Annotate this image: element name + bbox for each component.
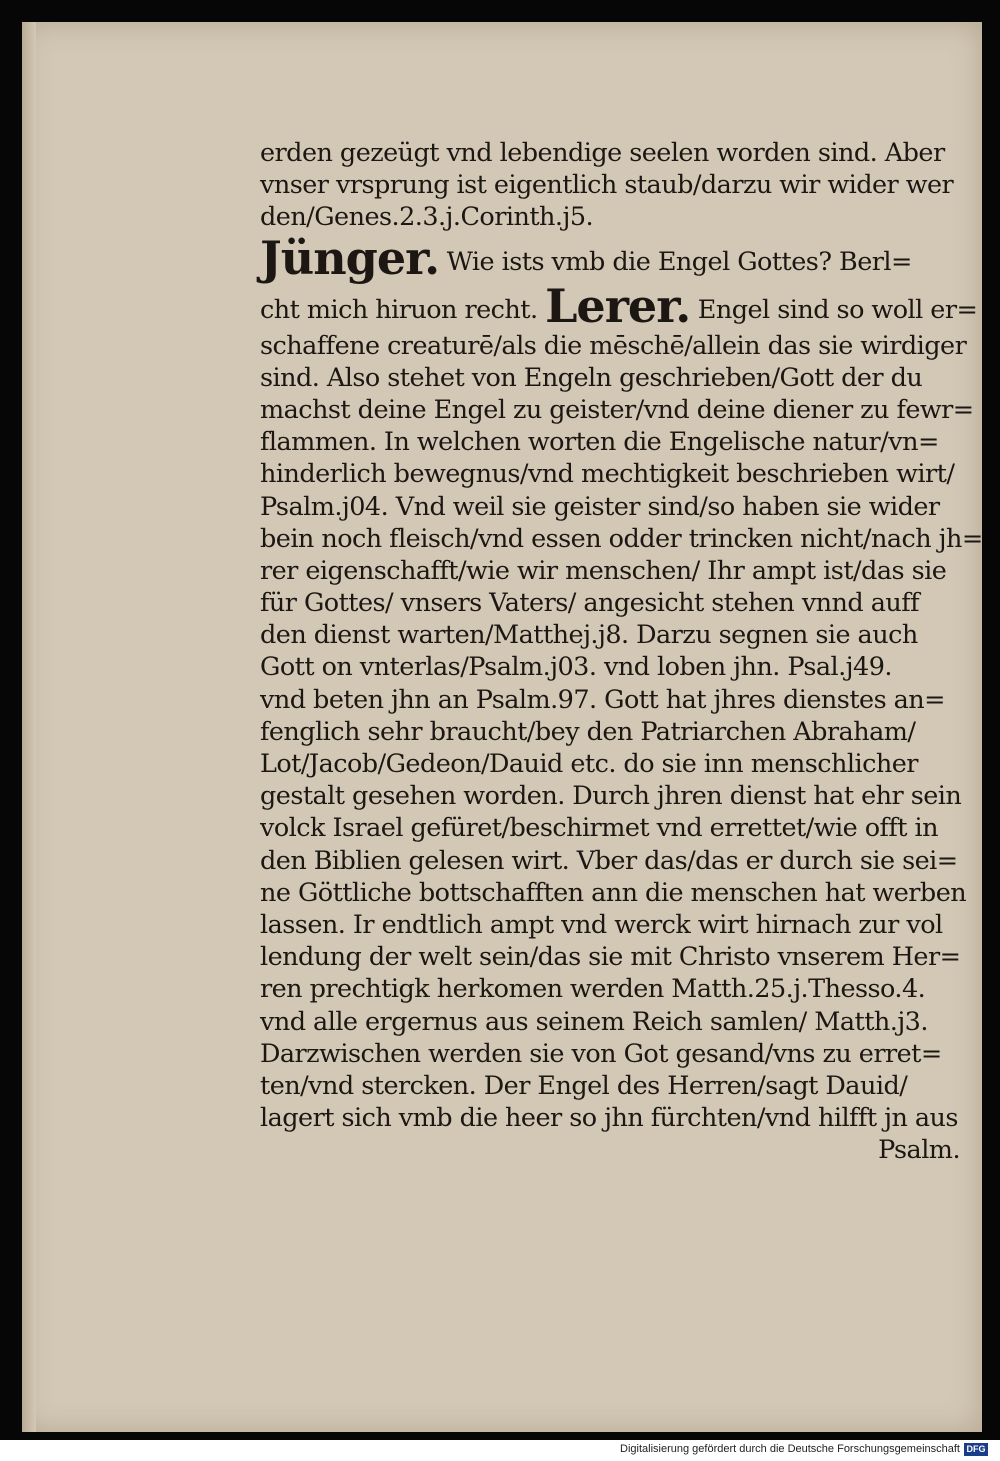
book-page — [22, 22, 982, 1432]
body-line: schaffene creaturē/als die mēschē/allein das sie wirdiger — [260, 330, 967, 361]
body-line: flammen. In welchen worten die Engelische natur/vn= — [260, 427, 939, 458]
body-line: machst deine Engel zu geister/vnd deine diener zu fewr= — [260, 394, 974, 425]
lerer-prefix: cht mich hiruon recht. — [260, 294, 538, 325]
footer-bar — [0, 1440, 1000, 1461]
body-line: volck Israel gefüret/beschirmet vnd errettet/wie offt in — [260, 813, 939, 844]
speaker-lerer: Lerer. — [545, 278, 691, 333]
footer-credit: Digitalisierung gefördert durch die Deutsche Forschungsgemeinschaft — [620, 1443, 960, 1455]
catchword: Psalm. — [878, 1135, 960, 1166]
body-line: vnd beten jhn an Psalm.97. Gott hat jhres dienstes an= — [260, 684, 945, 715]
body-line: lassen. Ir endtlich ampt vnd werck wirt hirnach zur vol — [260, 909, 943, 940]
body-line: bein noch fleisch/vnd essen odder trincken nicht/nach jh= — [260, 523, 983, 554]
text-line-3: den/Genes.2.3.j.Corinth.j5. — [260, 202, 594, 233]
lerer-suffix: Engel sind so woll er= — [697, 294, 978, 325]
body-line: ne Göttliche bottschafften ann die menschen hat werben — [260, 877, 967, 908]
body-line: Psalm.j04. Vnd weil sie geister sind/so haben sie wider — [260, 491, 940, 522]
dfg-logo-icon: DFG — [964, 1443, 988, 1456]
body-line: fenglich sehr braucht/bey den Patriarchen Abraham/ — [260, 716, 916, 747]
speaker-juenger: Jünger. — [260, 230, 440, 285]
body-line: für Gottes/ vnsers Vaters/ angesicht stehen vnnd auff — [260, 588, 920, 619]
lerer-line — [260, 278, 978, 333]
body-line: ren prechtigk herkomen werden Matth.25.j.Thesso.4. — [260, 974, 926, 1005]
juenger-question: Wie ists vmb die Engel Gottes? Berl= — [446, 246, 912, 277]
body-line: den Biblien gelesen wirt. Vber das/das er durch sie sei= — [260, 845, 958, 876]
body-line: sind. Also stehet von Engeln geschrieben/Gott der du — [260, 362, 923, 393]
body-line: Lot/Jacob/Gedeon/Dauid etc. do sie inn menschlicher — [260, 749, 918, 779]
body-line: rer eigenschafft/wie wir menschen/ Ihr ampt ist/das sie — [260, 555, 947, 586]
body-line: vnd alle ergernus aus seinem Reich samlen/ Matth.j3. — [260, 1006, 928, 1037]
body-line: hinderlich bewegnus/vnd mechtigkeit beschrieben wirt/ — [260, 459, 955, 490]
body-line: Gott on vnterlas/Psalm.j03. vnd loben jhn. Psal.j49. — [260, 652, 892, 683]
text-block — [260, 137, 983, 1166]
body-line: lagert sich vmb die heer so jhn fürchten/vnd hilfft jn aus — [260, 1103, 958, 1134]
juenger-line — [260, 230, 960, 285]
text-line-2: vnser vrsprung ist eigentlich staub/darzu wir wider wer — [260, 170, 954, 201]
text-line-1: erden gezeügt vnd lebendige seelen worden sind. Aber — [260, 138, 945, 168]
body-line: ten/vnd stercken. Der Engel des Herren/sagt Dauid/ — [260, 1070, 908, 1101]
body-line: Darzwischen werden sie von Got gesand/vns zu erret= — [260, 1038, 942, 1069]
body-line: gestalt gesehen worden. Durch jhren dienst hat ehr sein — [260, 781, 962, 812]
body-line: lendung der welt sein/das sie mit Christo vnserem Her= — [260, 942, 961, 973]
body-line: den dienst warten/Matthej.j8. Darzu segnen sie auch — [260, 620, 918, 651]
